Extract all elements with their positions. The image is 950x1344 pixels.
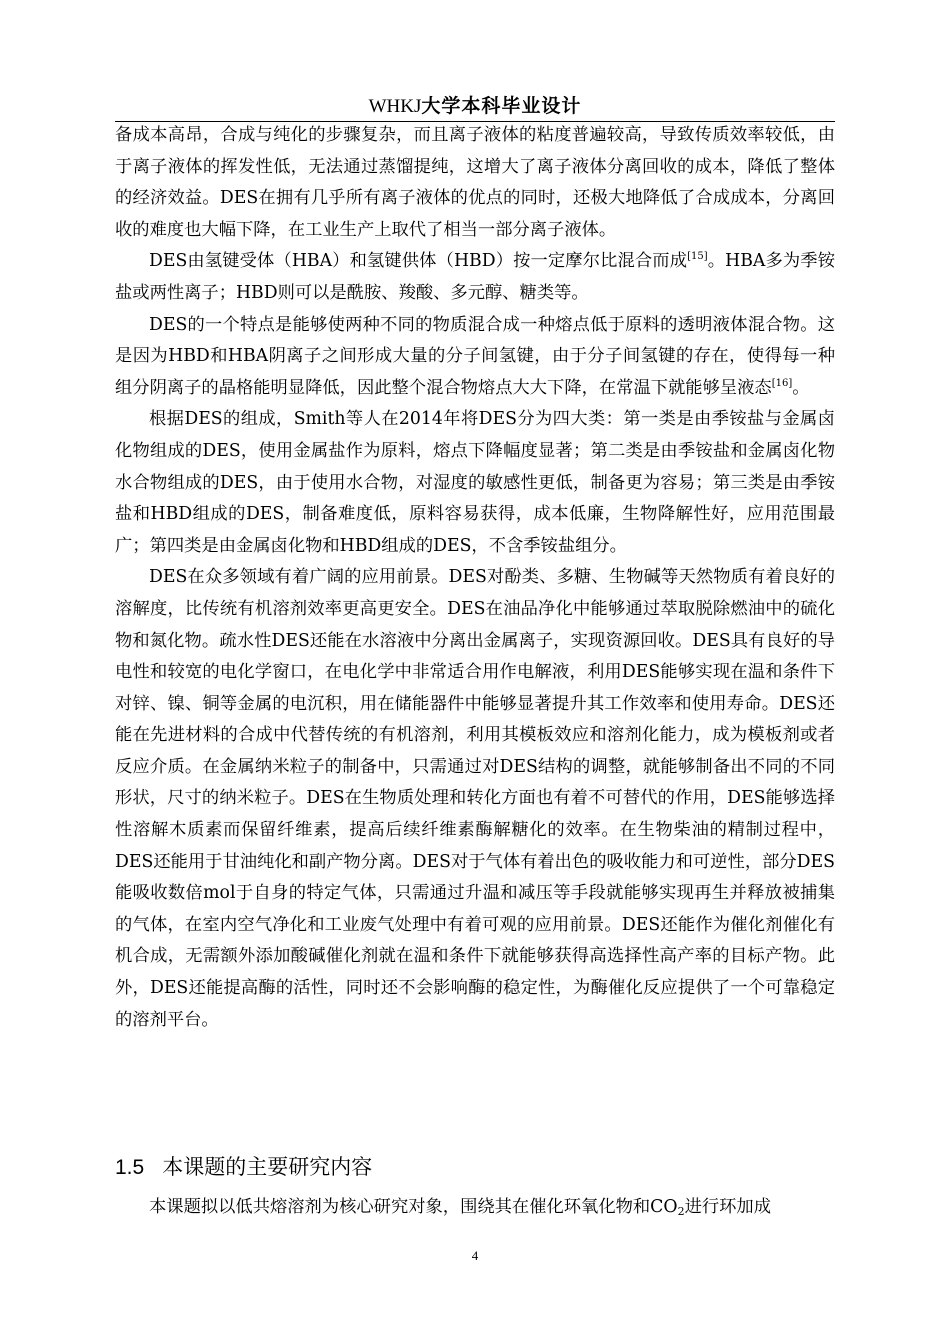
paragraph: 备成本高昂，合成与纯化的步骤复杂，而且离子液体的粘度普遍较高，导致传质效率较低，由于离子液体的挥发性低，无法通过蒸馏提纯，这增大了离子液体分离回收的成本，降低了整体的经济效益。DES在拥有几乎所有离子液体的优点的同时，还极大地降低了合成成本，分离回收的难度也大幅下降，在工业生产上取代了相当一部分离子液体。 [115, 125, 835, 240]
paragraph-text: 。 [792, 377, 810, 398]
paragraph-text: 本课题拟以低共熔溶剂为核心研究对象，围绕其在催化环氧化物和CO [149, 1197, 678, 1217]
paragraph-text: DES由氢键受体（HBA）和氢键供体（HBD）按一定摩尔比混合而成 [149, 251, 688, 272]
header-latin: WHKJ [368, 96, 422, 117]
paragraph: 根据DES的组成，Smith等人在2014年将DES分为四大类：第一类是由季铵盐与金属卤化物组成的DES，使用金属盐作为原料，熔点下降幅度显著；第二类是由季铵盐和金属卤化物水合物组成的DES，由于使用水合物，对湿度的敏感性更低，制备更为容易；第三类是由季铵盐和HBD组成的DES，制备难度低，原料容易获得，成本低廉，生物降解性好，应用范围最广；第四类是由金属卤化物和HBD组成的DES，不含季铵盐组分。 [115, 409, 835, 556]
paragraph-text: 进行环加成 [684, 1197, 771, 1217]
section-title: 本课题的主要研究内容 [162, 1155, 373, 1179]
body-text [115, 120, 835, 1036]
paragraph-text: DES的一个特点是能够使两种不同的物质混合成一种熔点低于原料的透明液体混合物。这是因为HBD和HBA阴离子之间形成大量的分子间氢键，由于分子间氢键的存在，使得每一种组分阴离子的晶格能明显降低，因此整个混合物熔点大大下降，在常温下就能够呈液态 [115, 314, 835, 398]
section-number: 1.5 [115, 1156, 145, 1179]
paragraph [115, 1192, 835, 1224]
page-header [115, 94, 835, 119]
header-title: 大学本科毕业设计 [421, 95, 582, 117]
citation: [16] [771, 377, 793, 389]
page-number: 4 [471, 1248, 479, 1263]
section-heading [115, 1150, 835, 1185]
subscript: 2 [677, 1205, 685, 1218]
paragraph [115, 246, 835, 309]
paragraph [115, 310, 835, 405]
citation: [15] [687, 251, 708, 263]
paragraph-text: 。HBA多为季铵盐或两性离子；HBD则可以是酰胺、羧酸、多元醇、糖类等。 [115, 251, 835, 303]
paragraph: DES在众多领域有着广阔的应用前景。DES对酚类、多糖、生物碱等天然物质有着良好的溶解度，比传统有机溶剂效率更高更安全。DES在油品净化中能够通过萃取脱除燃油中的硫化物和氮化物。疏水性DES还能在水溶液中分离出金属离子，实现资源回收。DES具有良好的导电性和较宽的电化学窗口，在电化学中非常适合用作电解液，利用DES能够实现在温和条件下对锌、镍、铜等金属的电沉积，用在储能器件中能够显著提升其工作效率和使用寿命。DES还能在先进材料的合成中代替传统的有机溶剂，利用其模板效应和溶剂化能力，成为模板剂或者反应介质。在金属纳米粒子的制备中，只需通过对DES结构的调整，就能够制备出不同的不同形状，尺寸的纳米粒子。DES在生物质处理和转化方面也有着不可替代的作用，DES能够选择性溶解木质素而保留纤维素，提高后续纤维素酶解糖化的效率。在生物柴油的精制过程中，DES还能用于甘油纯化和副产物分离。DES对于气体有着出色的吸收能力和可逆性，部分DES能吸收数倍mol于自身的特定气体，只需通过升温和减压等手段就能够实现再生并释放被捕集的气体，在室内空气净化和工业废气处理中有着可观的应用前景。DES还能作为催化剂催化有机合成，无需额外添加酸碱催化剂就在温和条件下就能够获得高选择性高产率的目标产物。此外，DES还能提高酶的活性，同时还不会影响酶的稳定性，为酶催化反应提供了一个可靠稳定的溶剂平台。 [115, 567, 835, 1030]
